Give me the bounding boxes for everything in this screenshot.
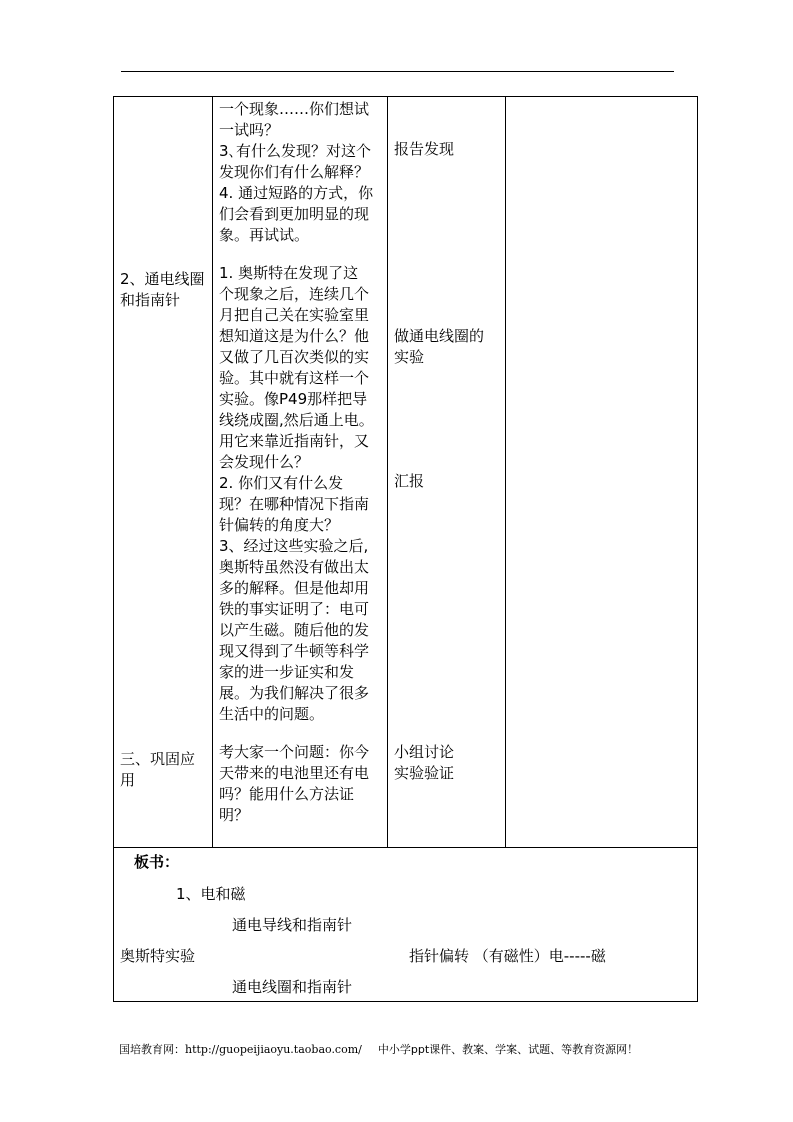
teacher-text-block-3: 考大家一个问题：你今 天带来的电池里还有电 吗？能用什么方法证 明？ xyxy=(219,743,370,824)
board-wire-compass: 通电导线和指南针 xyxy=(232,916,353,934)
column-divider xyxy=(505,97,506,847)
board-item-1: 1、电和磁 xyxy=(176,885,246,903)
footer-tagline: 中小学ppt课件、教案、学案、试题、等教育资源网！ xyxy=(377,1043,639,1056)
stage-heading-apply: 三、巩固应 用 xyxy=(120,750,196,789)
board-coil-compass: 通电线圈和指南针 xyxy=(232,978,353,996)
student-report-discovery: 报告发现 xyxy=(394,140,455,158)
teacher-text-block-2: 1. 奥斯特在发现了这 个现象之后，连续几个 月把自己关在实验室里 想知道这是为什么？他 又做了几百次类似的实 验。其中就有这样一个 实验。像P49那样把导 线绕成圈,然后通上电。 用它来靠近指南针，又 会发现什么？ 2. 你们又有什么发 现？在哪种情况下指南 针偏转的角度大？ 3、经过这些实验之后, 奥斯特虽然没有做出太 多的解释。但是他却用 铁的事实证明了：电可 以产生磁。随后他的发 现又得到了牛顿等科学 家的进一步证实和发 展。为我们解决了很多 生活中的问题。 xyxy=(219,264,374,723)
student-coil-experiment: 做通电线圈的 实验 xyxy=(394,327,485,366)
footer-label: 国培教育网： xyxy=(119,1043,185,1056)
column-divider xyxy=(212,97,213,847)
stage-heading-coil: 2、通电线圈 和指南针 xyxy=(120,270,205,309)
footer-url[interactable]: http://guopeijiaoyu.taobao.com/ xyxy=(185,1043,362,1056)
teacher-text-block-1: 一个现象……你们想试 一试吗？ 3､有什么发现？对这个 发现你们有什么解释？ 4. 通过短路的方式，你 们会看到更加明显的现 象。再试试。 xyxy=(219,100,374,244)
board-oersted-experiment: 奥斯特实验 xyxy=(120,947,196,965)
header-rule xyxy=(121,71,674,72)
board-needle-deflection: 指针偏转 （有磁性）电-----磁 xyxy=(409,947,606,965)
student-report: 汇报 xyxy=(394,472,425,490)
student-group-discussion: 小组讨论 实验验证 xyxy=(394,743,455,782)
board-divider xyxy=(114,847,697,848)
lesson-table xyxy=(113,96,698,1002)
board-title: 板书： xyxy=(134,853,180,871)
column-divider xyxy=(387,97,388,847)
page-footer xyxy=(119,1041,638,1057)
